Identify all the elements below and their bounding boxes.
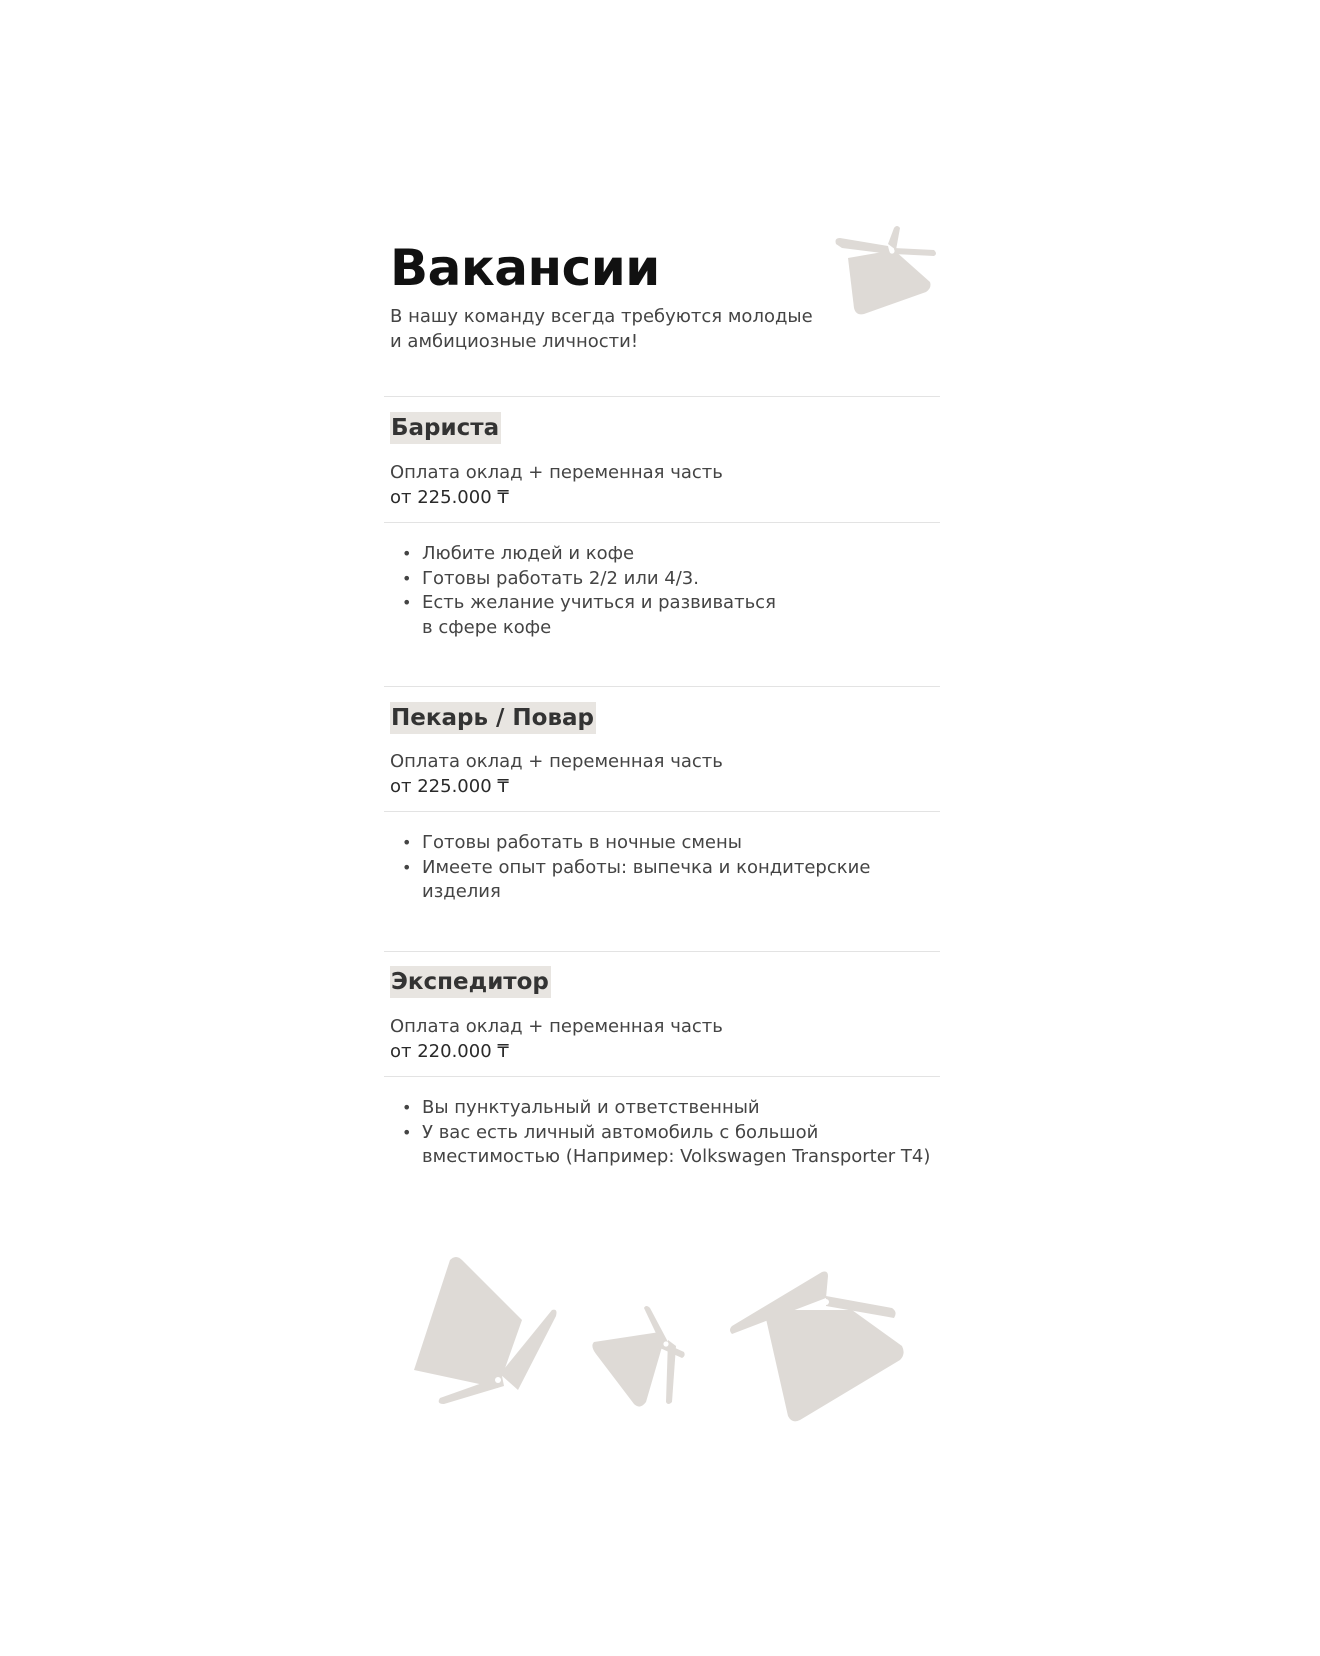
requirement-item [402, 1096, 932, 1121]
bullet-marker: • [402, 1122, 412, 1142]
bullet-marker: • [402, 544, 412, 563]
pay-description: Оплата оклад + переменная часть [390, 1016, 723, 1037]
requirement-text: У вас есть личный автомобиль с большой вместимостью (Например: Volkswagen Transporter T4) [422, 1121, 931, 1167]
vacancy-title-courier: Экспедитор [390, 966, 551, 998]
pay-description: Оплата оклад + переменная часть [390, 462, 723, 483]
requirements-list-baker-cook [402, 831, 932, 905]
bullet-marker: • [402, 568, 412, 588]
salary-amount: от 225.000 ₸ [390, 487, 509, 508]
divider [384, 1076, 940, 1077]
page-title: Вакансии [390, 239, 660, 297]
divider [384, 686, 940, 687]
requirement-item [402, 567, 932, 592]
salary-amount: от 220.000 ₸ [390, 1041, 509, 1062]
bullet-marker: • [402, 593, 412, 612]
brand-logo-shape-icon [834, 224, 938, 324]
divider [384, 522, 940, 523]
vacancy-title-barista: Бариста [390, 412, 501, 444]
divider [384, 396, 940, 397]
requirement-item [402, 542, 932, 567]
divider [384, 951, 940, 952]
requirements-list-barista [402, 542, 932, 640]
requirement-item [402, 1121, 952, 1170]
requirement-item [402, 856, 882, 905]
bullet-marker: • [402, 857, 412, 877]
brand-logo-shapes-icon [414, 1250, 914, 1440]
requirement-item [402, 591, 782, 640]
requirement-text: Имеете опыт работы: выпечка и кондитерские изделия [422, 856, 871, 902]
requirement-text: Готовы работать 2/2 или 4/3. [422, 567, 699, 589]
requirement-text: Готовы работать в ночные смены [422, 832, 742, 853]
salary-amount: от 225.000 ₸ [390, 776, 509, 797]
requirement-text: Любите людей и кофе [422, 543, 635, 564]
requirement-item [402, 831, 932, 856]
requirements-list-courier [402, 1096, 932, 1170]
vacancies-page [384, 0, 940, 1656]
page-subtitle: В нашу команду всегда требуются молодые и амбициозные личности! [390, 306, 813, 352]
vacancy-pay-barista [390, 460, 890, 510]
vacancy-pay-courier [390, 1014, 890, 1064]
vacancy-pay-baker-cook [390, 749, 890, 799]
requirement-text: Есть желание учиться и развиваться в сфере кофе [422, 592, 776, 638]
bullet-marker: • [402, 833, 412, 852]
bullet-marker: • [402, 1098, 412, 1117]
divider [384, 811, 940, 812]
pay-description: Оплата оклад + переменная часть [390, 751, 723, 772]
requirement-text: Вы пунктуальный и ответственный [422, 1097, 760, 1118]
vacancy-title-baker-cook: Пекарь / Повар [390, 702, 596, 734]
